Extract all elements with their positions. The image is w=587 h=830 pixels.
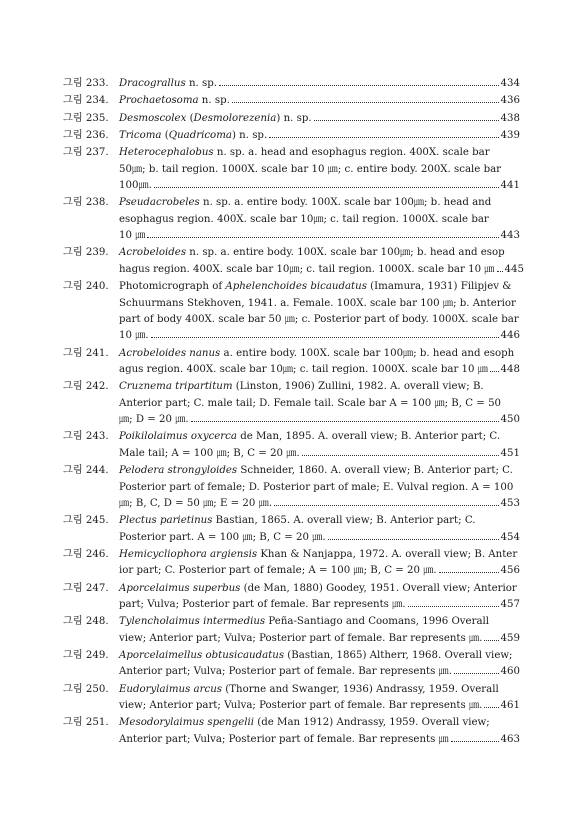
caption-text [119,228,145,244]
figure-entry [63,715,520,748]
caption-segment: ) n. sp. [276,112,312,124]
species-name: Pelodera strongyloides [119,465,238,477]
page-number: 457 [500,599,520,611]
figure-caption [119,682,520,715]
caption-segment: Anterior part; C. male tail; D. Female tail. Scale bar A = 100 ㎛; B, C = 50 [119,397,502,409]
caption-line [119,162,520,178]
caption-line [119,614,520,630]
caption-segment: 10 ㎛ [119,230,146,242]
caption-line [119,262,524,278]
caption-line [119,195,520,211]
page-number: 463 [500,733,520,745]
figure-entry [63,682,520,715]
caption-text [119,480,513,496]
species-name: Plectus parietinus [119,515,213,527]
figure-number: 그림 243. [63,431,109,443]
caption-line [119,93,520,109]
caption-segment: n. sp. a. entire body. 100X. scale bar 100㎛; b. head and [199,197,492,209]
caption-text [119,496,272,512]
caption-segment: Photomicrograph of [119,281,226,293]
page-number: 461 [500,700,520,712]
page-number: 438 [500,112,520,124]
figure-entry [63,76,520,92]
leader-dots [408,606,499,607]
caption-segment: n. sp. a. head and esophagus region. 400X. scale bar [213,147,490,159]
caption-line [119,111,520,127]
species-name: Cruznema tripartitum [119,381,233,393]
figure-entry [63,279,520,345]
figure-caption [119,111,520,127]
leader-dots [302,455,499,456]
figure-caption [119,379,520,428]
caption-line [119,312,520,328]
caption-segment: part; Vulva; Posterior part of female. Bar represents ㎛. [119,599,406,611]
caption-segment: esophagus region. 400X. scale bar 10㎛; c. tail region. 1000X. scale bar [119,213,489,225]
caption-text [119,513,476,529]
figure-entry [63,128,520,144]
page-number: 451 [500,447,520,459]
caption-segment: ( [161,129,169,141]
figure-number: 그림 239. [63,247,109,259]
figure-entry [63,245,524,278]
caption-line [119,76,520,92]
caption-text [119,698,482,714]
figure-number: 그림 234. [63,95,109,107]
caption-text [119,312,519,328]
species-name: Desmoscolex [119,112,187,124]
caption-text [119,732,449,748]
caption-segment: ) n. sp. [231,129,268,141]
caption-line [119,296,520,312]
leader-dots [454,673,499,674]
caption-text [119,530,326,546]
caption-segment: (Thorne and Swanger, 1936) Andrassy, 1959. Overall [222,683,499,695]
page-number: 453 [500,497,520,509]
caption-line [119,446,520,462]
species-name: Desmolorezenia [193,112,277,124]
caption-line [119,698,520,714]
figure-caption [119,346,520,379]
figure-number: 그림 247. [63,582,109,594]
figure-entry [63,145,520,194]
caption-segment: (de Man 1912) Andrassy, 1959. Overall view; [254,717,490,729]
caption-segment: Peña-Santiago and Coomans, 1996 Overall [265,616,490,628]
figure-list [63,76,524,749]
page-number: 443 [500,230,520,242]
caption-line [119,547,520,563]
caption-text [119,648,513,664]
page-number: 434 [500,78,520,89]
caption-line [119,346,520,362]
figure-caption [119,581,520,614]
leader-dots [490,371,499,372]
caption-text [119,664,452,680]
caption-segment: (de Man, 1880) Goodey, 1951. Overall view; Anterior [240,582,517,594]
figure-number: 그림 242. [63,381,109,393]
caption-segment: ior part; C. Posterior part of female; A = 100 ㎛; B, C = 20 ㎛. [119,565,437,577]
species-name: Aporcelaimus superbus [119,582,241,594]
species-name: Heterocephalobus [119,147,214,159]
page-number: 454 [500,531,520,543]
caption-line [119,480,520,496]
species-name: Acrobeloides [119,247,187,259]
caption-segment: Posterior part. A = 100 ㎛; B, C = 20 ㎛. [119,531,326,543]
caption-line [119,128,520,144]
caption-segment: view; Anterior part; Vulva; Posterior part of female. Bar represents ㎛. [119,632,483,644]
caption-text [119,162,501,178]
species-name: Acrobeloides nanus [119,347,221,359]
caption-text [119,296,516,312]
caption-text [119,111,312,127]
figure-entry [63,547,520,580]
caption-line [119,496,520,512]
caption-line [119,245,520,261]
leader-dots [269,137,498,138]
figure-number: 그림 237. [63,147,109,159]
caption-line [119,530,520,546]
caption-segment: n. sp. [198,95,230,107]
figure-caption [119,614,520,647]
caption-segment: ( [186,112,194,124]
figure-caption [119,513,520,546]
caption-line [119,715,520,731]
leader-dots [439,572,499,573]
leader-dots [484,640,498,641]
caption-segment: Anterior part; Vulva; Posterior part of female. Bar represents ㎛ [119,733,449,745]
figure-entry [63,581,520,614]
caption-text [119,362,488,378]
figure-caption [119,245,524,278]
leader-dots [232,102,499,103]
species-name: Aphelenchoides bicaudatus [225,281,367,293]
figure-number: 그림 233. [63,78,109,89]
figure-caption [119,547,520,580]
figure-caption [119,715,520,748]
caption-segment: hagus region. 400X. scale bar 10㎛; c. tail region. 1000X. scale bar 10 ㎛ [119,263,495,275]
caption-text [119,145,490,161]
figure-caption [119,429,520,462]
figure-caption [119,195,520,244]
figure-number: 그림 240. [63,281,109,293]
figure-entry [63,111,520,127]
caption-line [119,732,520,748]
leader-dots [274,505,499,506]
caption-line [119,396,520,412]
caption-segment: (Imamura, 1931) Filipjev & [366,281,512,293]
caption-text [119,412,189,428]
caption-segment: a. entire body. 100X. scale bar 100㎛; b. head and esoph [220,347,515,359]
caption-line [119,648,520,664]
caption-segment: de Man, 1895. A. overall view; B. Anterior part; C. [236,431,501,443]
species-name: Dracograllus [119,78,186,89]
caption-segment: part of body 400X. scale bar 50 ㎛; c. Posterior part of body. 1000X. scale bar [119,313,519,325]
caption-line [119,664,520,680]
caption-text [119,463,513,479]
figure-caption [119,93,520,109]
caption-text [119,178,152,194]
caption-text [119,328,149,344]
caption-text [119,279,511,295]
species-name: Pseudacrobeles [119,197,200,209]
caption-line [119,279,520,295]
figure-number: 그림 238. [63,197,109,209]
page-number: 460 [500,666,520,678]
figure-number: 그림 236. [63,129,109,141]
caption-text [119,446,300,462]
species-name: Poikilolaimus oxycerca [119,431,237,443]
caption-line [119,563,520,579]
page-number: 439 [500,129,520,141]
figure-number: 그림 235. [63,112,109,124]
page-number: 446 [500,330,520,342]
caption-line [119,145,520,161]
leader-dots [497,271,503,272]
caption-segment: Schuurmans Stekhoven, 1941. a. Female. 100X. scale bar 100 ㎛; b. Anterior [119,297,516,309]
caption-text [119,93,230,109]
figure-number: 그림 245. [63,515,109,527]
caption-text [119,76,217,92]
figure-entry [63,195,520,244]
caption-line [119,631,520,647]
caption-text [119,614,489,630]
page-number: 450 [500,414,520,426]
species-name: Tylencholaimus intermedius [119,616,266,628]
caption-segment: (Linston, 1906) Zullini, 1982. A. overall view; B. [232,381,484,393]
caption-line [119,581,520,597]
caption-text [119,631,482,647]
caption-line [119,597,520,613]
caption-segment: (Bastian, 1865) Altherr, 1968. Overall view; [284,650,513,662]
figure-number: 그림 244. [63,465,109,477]
caption-text [119,597,406,613]
figure-caption [119,279,520,345]
caption-segment: 50㎛; b. tail region. 1000X. scale bar 10 ㎛; c. entire body. 200X. scale bar [119,163,502,175]
caption-text [119,396,501,412]
caption-text [119,245,505,261]
leader-dots [328,539,499,540]
leader-dots [451,741,499,742]
caption-line [119,328,520,344]
caption-segment: n. sp. a. entire body. 100X. scale bar 100㎛; b. head and esop [186,247,505,259]
figure-entry [63,463,520,512]
caption-text [119,195,491,211]
caption-line [119,212,520,228]
figure-number: 그림 249. [63,650,109,662]
figure-entry [63,93,520,109]
species-name: Quadricoma [168,129,232,141]
figure-entry [63,429,520,462]
figure-caption [119,648,520,681]
caption-line [119,412,520,428]
leader-dots [484,707,498,708]
leader-dots [191,421,499,422]
caption-segment: view; Anterior part; Vulva; Posterior part of female. Bar represents ㎛. [119,700,483,712]
figure-entry [63,614,520,647]
caption-segment: Bastian, 1865. A. overall view; B. Anterior part; C. [212,515,476,527]
species-name: Prochaetosoma [119,95,199,107]
species-name: Aporcelaimellus obtusicaudatus [119,650,285,662]
figure-entry [63,379,520,428]
figure-caption [119,145,520,194]
leader-dots [219,85,499,86]
species-name: Hemicycliophora argiensis [119,548,258,560]
figure-caption [119,463,520,512]
figure-number: 그림 246. [63,548,109,560]
caption-line [119,429,520,445]
caption-text [119,581,517,597]
figure-entry [63,513,520,546]
page-number: 436 [500,95,520,107]
caption-text [119,682,499,698]
caption-text [119,212,489,228]
page-number: 456 [500,565,520,577]
species-name: Eudorylaimus arcus [119,683,222,695]
caption-text [119,715,490,731]
caption-text [119,379,484,395]
caption-segment: Khan & Nanjappa, 1972. A. overall view; B. Anter [257,548,518,560]
caption-segment: Anterior part; Vulva; Posterior part of female. Bar represents ㎛. [119,666,452,678]
caption-segment: ㎛; D = 20 ㎛. [119,414,189,426]
caption-segment: 10 ㎛. [119,330,149,342]
leader-dots [151,337,499,338]
figure-entry [63,346,520,379]
page-number: 459 [500,632,520,644]
figure-number: 그림 248. [63,616,109,628]
caption-text [119,547,517,563]
page-number: 441 [500,180,520,191]
figure-entry [63,648,520,681]
caption-line [119,513,520,529]
caption-segment: n. sp. [185,78,217,89]
page-number: 445 [504,263,524,275]
figure-caption [119,76,520,92]
figure-caption [119,128,520,144]
figure-number: 그림 251. [63,717,109,729]
caption-line [119,178,520,194]
caption-segment: Posterior part of female; D. Posterior part of male; E. Vulval region. A = 100 [119,481,514,493]
leader-dots [314,120,499,121]
caption-segment: Schneider, 1860. A. overall view; B. Anterior part; C. [237,465,513,477]
page-number: 448 [500,364,520,376]
caption-segment: ㎛; B, C, D = 50 ㎛; E = 20 ㎛. [119,497,273,509]
caption-segment: agus region. 400X. scale bar 10㎛; c. tail region. 1000X. scale bar 10 ㎛ [119,364,488,376]
caption-text [119,128,267,144]
caption-text [119,262,495,278]
figure-number: 그림 250. [63,683,109,695]
caption-line [119,379,520,395]
caption-segment: 100㎛. [119,180,152,191]
caption-line [119,682,520,698]
caption-line [119,463,520,479]
caption-line [119,228,520,244]
leader-dots [147,237,498,238]
caption-text [119,563,437,579]
caption-text [119,429,500,445]
species-name: Tricoma [119,129,162,141]
caption-text [119,346,514,362]
species-name: Mesodorylaimus spengelii [119,717,255,729]
caption-segment: Male tail; A = 100 ㎛; B, C = 20 ㎛. [119,447,300,459]
caption-line [119,362,520,378]
leader-dots [154,187,499,188]
figure-number: 그림 241. [63,347,109,359]
